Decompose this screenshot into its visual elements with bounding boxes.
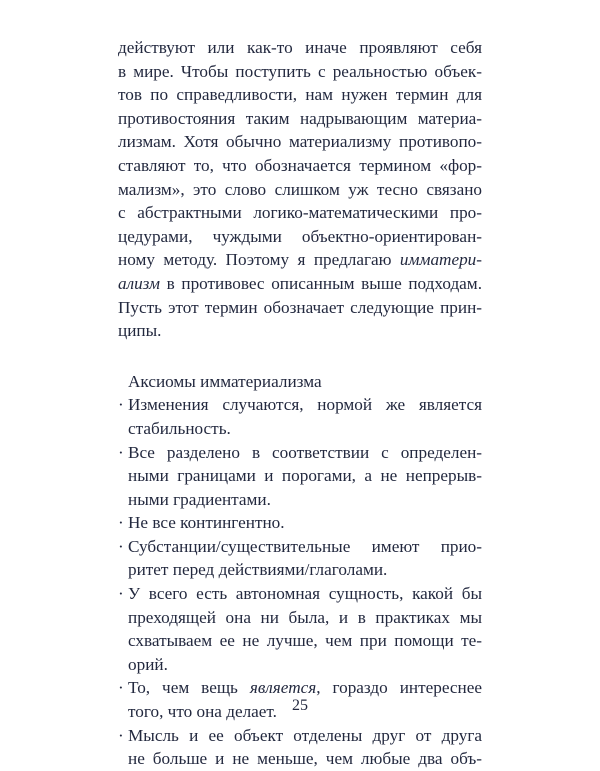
- italic-term: имматери-: [399, 250, 482, 270]
- body-paragraph: [118, 36, 482, 343]
- text-run: То, чем вещь: [128, 678, 250, 698]
- bullet-icon: ·: [118, 584, 124, 604]
- bullet-icon: ·: [118, 442, 124, 462]
- text-line: Субстанции/существительные имеют прио-: [128, 536, 482, 556]
- italic-term: ализм: [118, 273, 160, 293]
- bullet-icon: ·: [118, 395, 124, 415]
- text-line: У всего есть автономная сущность, какой бы: [128, 584, 482, 604]
- text-line: Все разделено в соответствии с определен-: [128, 442, 482, 462]
- text-line: ными градиентами.: [128, 489, 271, 509]
- text-line: тов по справедливости, нам нужен термин для: [118, 85, 482, 105]
- text-line: действуют или как-то иначе проявляют себя: [118, 38, 482, 57]
- axiom-item: [118, 441, 482, 512]
- text-line: в мире. Чтобы поступить с реальностью объек-: [118, 61, 482, 81]
- text-line: мализм», это слово слишком уж тесно связано: [118, 179, 482, 199]
- text-line: того, что она делает.: [128, 702, 277, 722]
- text-line: преходящей она ни была, и в практиках мы: [128, 607, 482, 627]
- text-line: с абстрактными логико-математическими про-: [118, 203, 482, 223]
- text-line: Пусть этот термин обозначает следующие прин-: [118, 297, 482, 317]
- text-line: стабильность.: [128, 418, 231, 438]
- bullet-icon: ·: [118, 536, 124, 556]
- axioms-heading: Аксиомы имматериализма: [128, 371, 322, 391]
- text-line: ставляют то, что обозначается термином «фор-: [118, 155, 482, 175]
- text-line: Изменения случаются, нормой же является: [128, 395, 482, 415]
- text-line: ными границами и порогами, а не непрерыв-: [128, 466, 482, 486]
- page-number: 25: [292, 697, 308, 714]
- text-line: ципы.: [118, 321, 162, 341]
- bullet-icon: ·: [118, 678, 124, 698]
- text-line: ритет перед действиями/глаголами.: [128, 560, 388, 580]
- text-run: , гораздо интереснее: [316, 678, 482, 698]
- text-line: [118, 248, 482, 272]
- text-line: [118, 272, 482, 296]
- text-line: Мысль и ее объект отделены друг от друга: [128, 725, 482, 745]
- bullet-icon: ·: [118, 513, 124, 533]
- axiom-item: [118, 582, 482, 676]
- axiom-item: [118, 724, 482, 771]
- text-run: ному методу. Поэтому я предлагаю: [118, 250, 400, 270]
- text-line: лизмам. Хотя обычно материализму противопо-: [118, 132, 482, 152]
- bullet-icon: ·: [118, 725, 124, 745]
- axiom-item: [118, 393, 482, 440]
- text-line: орий.: [128, 654, 168, 674]
- book-page: [118, 36, 482, 771]
- text-line: Не все контингентно.: [128, 513, 285, 533]
- text-line: противостояния таким надрывающим материа-: [118, 108, 482, 128]
- italic-term: является: [249, 678, 317, 698]
- axiom-item: [118, 511, 482, 535]
- text-line: не больше и не меньше, чем любые два объ-: [128, 749, 482, 769]
- axiom-item: [118, 535, 482, 582]
- text-run: в противовес описанным выше подходам.: [159, 273, 482, 293]
- text-line: цедурами, чуждыми объектно-ориентирован-: [118, 226, 482, 246]
- text-line: схватываем ее не лучше, чем при помощи те-: [128, 631, 482, 651]
